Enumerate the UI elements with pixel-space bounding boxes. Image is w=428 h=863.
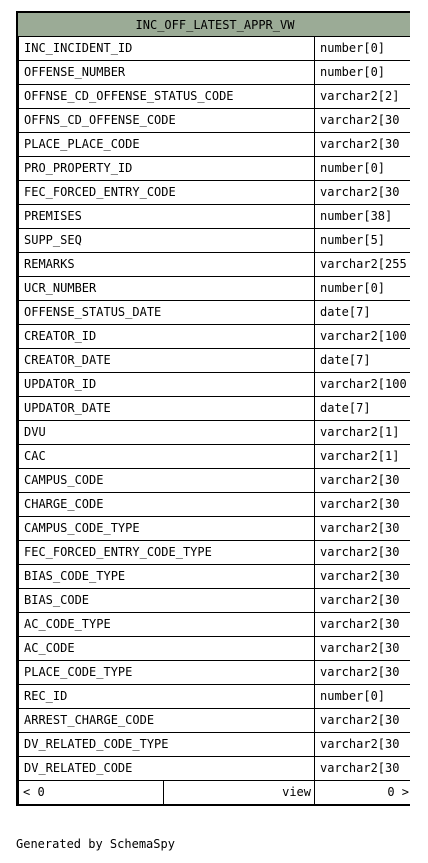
- footer-table-kind: view: [163, 781, 314, 804]
- column-name: AC_CODE: [18, 637, 314, 660]
- column-type: varchar2[1]: [314, 421, 410, 444]
- column-row[interactable]: [18, 469, 410, 493]
- column-name: AC_CODE_TYPE: [18, 613, 314, 636]
- column-row[interactable]: [18, 181, 410, 205]
- column-name: DV_RELATED_CODE: [18, 757, 314, 780]
- column-row[interactable]: [18, 61, 410, 85]
- column-type: varchar2[30: [314, 613, 410, 636]
- column-name: REC_ID: [18, 685, 314, 708]
- column-type: varchar2[100: [314, 373, 410, 396]
- column-name: FEC_FORCED_ENTRY_CODE_TYPE: [18, 541, 314, 564]
- column-row[interactable]: [18, 709, 410, 733]
- column-type: number[0]: [314, 37, 410, 60]
- column-type: varchar2[30: [314, 757, 410, 780]
- column-type: number[0]: [314, 685, 410, 708]
- column-name: CAMPUS_CODE_TYPE: [18, 517, 314, 540]
- column-name: CREATOR_ID: [18, 325, 314, 348]
- column-name: REMARKS: [18, 253, 314, 276]
- footer-parents-count: < 0: [18, 781, 163, 804]
- column-type: varchar2[30: [314, 661, 410, 684]
- column-type: varchar2[30: [314, 181, 410, 204]
- column-type: varchar2[30: [314, 109, 410, 132]
- column-row[interactable]: [18, 205, 410, 229]
- column-row[interactable]: [18, 493, 410, 517]
- column-row[interactable]: [18, 253, 410, 277]
- column-name: CAMPUS_CODE: [18, 469, 314, 492]
- column-name: UPDATOR_ID: [18, 373, 314, 396]
- table-footer: [18, 781, 410, 804]
- table-title: INC_OFF_LATEST_APPR_VW: [18, 13, 410, 37]
- column-type: number[0]: [314, 157, 410, 180]
- column-name: INC_INCIDENT_ID: [18, 37, 314, 60]
- column-row[interactable]: [18, 301, 410, 325]
- column-type: varchar2[30: [314, 133, 410, 156]
- column-name: OFFENSE_NUMBER: [18, 61, 314, 84]
- column-name: OFFNSE_CD_OFFENSE_STATUS_CODE: [18, 85, 314, 108]
- column-name: BIAS_CODE_TYPE: [18, 565, 314, 588]
- column-name: DV_RELATED_CODE_TYPE: [18, 733, 314, 756]
- column-row[interactable]: [18, 325, 410, 349]
- column-name: OFFENSE_STATUS_DATE: [18, 301, 314, 324]
- column-row[interactable]: [18, 349, 410, 373]
- column-row[interactable]: [18, 229, 410, 253]
- column-name: CREATOR_DATE: [18, 349, 314, 372]
- column-row[interactable]: [18, 445, 410, 469]
- column-name: PLACE_PLACE_CODE: [18, 133, 314, 156]
- column-type: varchar2[30: [314, 733, 410, 756]
- column-type: varchar2[2]: [314, 85, 410, 108]
- column-row[interactable]: [18, 589, 410, 613]
- column-type: date[7]: [314, 349, 410, 372]
- column-row[interactable]: [18, 277, 410, 301]
- column-name: SUPP_SEQ: [18, 229, 314, 252]
- column-type: number[0]: [314, 61, 410, 84]
- column-name: PLACE_CODE_TYPE: [18, 661, 314, 684]
- column-type: varchar2[255: [314, 253, 410, 276]
- column-row[interactable]: [18, 565, 410, 589]
- column-type: varchar2[100: [314, 325, 410, 348]
- column-type: varchar2[30: [314, 517, 410, 540]
- column-row[interactable]: [18, 373, 410, 397]
- column-row[interactable]: [18, 421, 410, 445]
- column-type: varchar2[30: [314, 709, 410, 732]
- column-name: CHARGE_CODE: [18, 493, 314, 516]
- column-name: UCR_NUMBER: [18, 277, 314, 300]
- column-row[interactable]: [18, 397, 410, 421]
- column-row[interactable]: [18, 685, 410, 709]
- footer-children-count: 0 >: [314, 781, 410, 804]
- column-type: varchar2[30: [314, 493, 410, 516]
- column-row[interactable]: [18, 133, 410, 157]
- column-name: BIAS_CODE: [18, 589, 314, 612]
- column-type: varchar2[30: [314, 541, 410, 564]
- column-row[interactable]: [18, 85, 410, 109]
- column-name: CAC: [18, 445, 314, 468]
- column-row[interactable]: [18, 613, 410, 637]
- column-name: PRO_PROPERTY_ID: [18, 157, 314, 180]
- column-list: [18, 37, 410, 781]
- column-name: ARREST_CHARGE_CODE: [18, 709, 314, 732]
- column-type: varchar2[30: [314, 469, 410, 492]
- column-type: number[0]: [314, 277, 410, 300]
- column-name: OFFNS_CD_OFFENSE_CODE: [18, 109, 314, 132]
- column-row[interactable]: [18, 637, 410, 661]
- column-row[interactable]: [18, 541, 410, 565]
- column-row[interactable]: [18, 757, 410, 781]
- column-name: UPDATOR_DATE: [18, 397, 314, 420]
- column-type: number[5]: [314, 229, 410, 252]
- column-type: varchar2[1]: [314, 445, 410, 468]
- column-row[interactable]: [18, 37, 410, 61]
- column-type: number[38]: [314, 205, 410, 228]
- column-row[interactable]: [18, 733, 410, 757]
- column-row[interactable]: [18, 157, 410, 181]
- column-name: DVU: [18, 421, 314, 444]
- column-row[interactable]: [18, 517, 410, 541]
- table-node[interactable]: [16, 11, 410, 806]
- column-type: varchar2[30: [314, 565, 410, 588]
- generated-by-text: Generated by SchemaSpy: [16, 837, 175, 851]
- column-row[interactable]: [18, 109, 410, 133]
- column-name: FEC_FORCED_ENTRY_CODE: [18, 181, 314, 204]
- column-row[interactable]: [18, 661, 410, 685]
- column-type: varchar2[30: [314, 637, 410, 660]
- column-type: date[7]: [314, 397, 410, 420]
- column-type: date[7]: [314, 301, 410, 324]
- column-name: PREMISES: [18, 205, 314, 228]
- column-type: varchar2[30: [314, 589, 410, 612]
